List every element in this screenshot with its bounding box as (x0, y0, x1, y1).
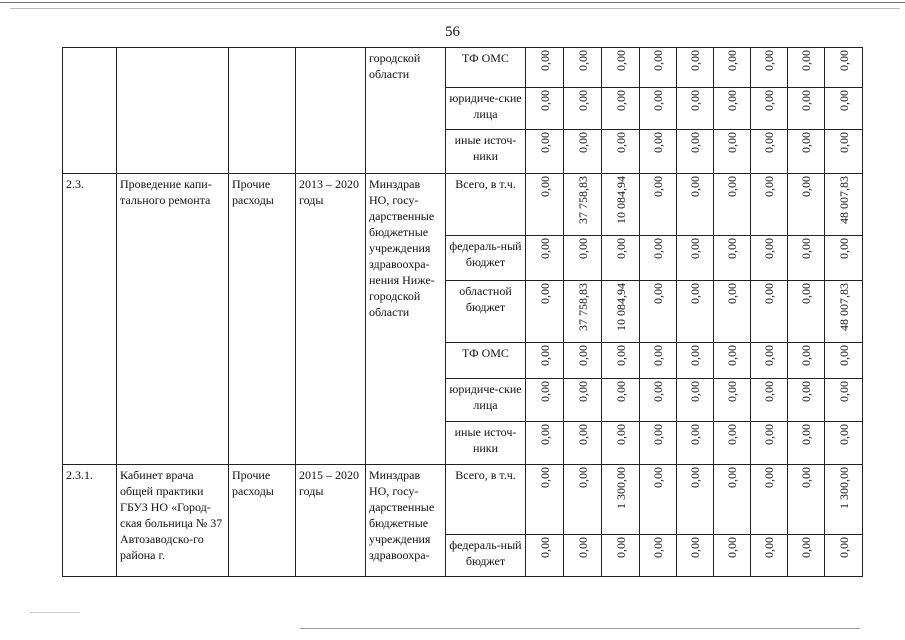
amount-value: 0,00 (762, 90, 776, 111)
amount-cell (677, 48, 714, 88)
amount-cell (526, 236, 564, 281)
amount-cell (677, 281, 714, 343)
amount-cell (825, 281, 863, 343)
amount-cell (564, 130, 602, 174)
amount-value: 0,00 (762, 345, 776, 366)
amount-cell (788, 422, 825, 465)
amount-cell (677, 379, 714, 422)
amount-value: 0,00 (799, 238, 813, 259)
amount-value: 0,00 (725, 238, 739, 259)
amount-cell (640, 174, 677, 236)
amount-value: 0,00 (762, 537, 776, 558)
amount-value: 0,00 (688, 176, 702, 197)
amount-cell (714, 281, 751, 343)
amount-value: 0,00 (836, 424, 851, 445)
amount-value: 0,00 (799, 381, 813, 402)
scan-edge-line (0, 2, 905, 3)
amount-value: 10 084,94 (613, 176, 628, 224)
amount-value: 1 300,00 (613, 467, 628, 509)
amount-cell (640, 535, 677, 577)
funding-source: Всего, в т.ч. (446, 465, 526, 535)
amount-value: 0,00 (613, 381, 628, 402)
amount-value: 0,00 (537, 381, 552, 402)
amount-cell (640, 130, 677, 174)
amount-cell (751, 379, 788, 422)
table-row (63, 48, 863, 88)
amount-cell (788, 535, 825, 577)
amount-value: 0,00 (799, 537, 813, 558)
amount-value: 0,00 (799, 132, 813, 153)
table-row (63, 174, 863, 236)
amount-value: 0,00 (613, 424, 628, 445)
scan-edge-line (30, 612, 80, 613)
period (296, 48, 366, 174)
amount-value: 0,00 (688, 238, 702, 259)
expense-type (229, 48, 296, 174)
amount-value: 1 300,00 (836, 467, 851, 509)
amount-value: 0,00 (688, 381, 702, 402)
amount-cell (714, 465, 751, 535)
amount-value: 0,00 (575, 50, 590, 71)
amount-value: 0,00 (836, 238, 851, 259)
amount-value: 0,00 (651, 283, 665, 304)
amount-value: 0,00 (762, 467, 776, 488)
amount-cell (751, 88, 788, 130)
amount-cell (714, 379, 751, 422)
amount-cell (825, 343, 863, 379)
expense-type: Прочие расходы (229, 465, 296, 577)
amount-value: 0,00 (651, 176, 665, 197)
amount-cell (788, 343, 825, 379)
amount-cell (714, 48, 751, 88)
amount-value: 0,00 (575, 381, 590, 402)
amount-value: 0,00 (688, 132, 702, 153)
amount-cell (602, 422, 640, 465)
amount-cell (788, 48, 825, 88)
amount-value: 0,00 (537, 132, 552, 153)
amount-cell (564, 535, 602, 577)
amount-value: 0,00 (688, 90, 702, 111)
amount-value: 0,00 (537, 424, 552, 445)
amount-value: 0,00 (836, 381, 851, 402)
expense-type: Прочие расходы (229, 174, 296, 465)
amount-cell (677, 422, 714, 465)
amount-cell (526, 281, 564, 343)
amount-value: 0,00 (799, 467, 813, 488)
amount-value: 0,00 (836, 50, 851, 71)
amount-cell (526, 465, 564, 535)
amount-value: 0,00 (613, 345, 628, 366)
amount-value: 0,00 (725, 467, 739, 488)
amount-value: 0,00 (651, 537, 665, 558)
amount-cell (751, 422, 788, 465)
funding-source: Всего, в т.ч. (446, 174, 526, 236)
funding-source: иные источ-ники (446, 422, 526, 465)
amount-value: 37 758,83 (575, 176, 590, 224)
amount-cell (677, 130, 714, 174)
amount-value: 0,00 (762, 283, 776, 304)
amount-value: 0,00 (651, 467, 665, 488)
amount-cell (602, 379, 640, 422)
amount-value: 0,00 (575, 467, 590, 488)
amount-cell (751, 48, 788, 88)
amount-cell (788, 236, 825, 281)
amount-value: 0,00 (725, 345, 739, 366)
amount-value: 0,00 (575, 537, 590, 558)
amount-value: 0,00 (575, 132, 590, 153)
amount-cell (751, 236, 788, 281)
amount-cell (788, 379, 825, 422)
amount-cell (677, 88, 714, 130)
amount-value: 0,00 (613, 132, 628, 153)
amount-cell (677, 535, 714, 577)
period: 2015 – 2020 годы (296, 465, 366, 577)
amount-cell (825, 379, 863, 422)
amount-value: 0,00 (725, 176, 739, 197)
amount-value: 0,00 (651, 381, 665, 402)
amount-value: 0,00 (762, 381, 776, 402)
amount-value: 0,00 (537, 467, 552, 488)
amount-value: 0,00 (537, 176, 552, 197)
executor: Минздрав НО, госу-дарственные бюджетные учреждения здравоохра- (366, 465, 446, 577)
table-row (63, 465, 863, 535)
funding-source: областной бюджет (446, 281, 526, 343)
amount-cell (564, 422, 602, 465)
amount-value: 0,00 (799, 90, 813, 111)
amount-value: 0,00 (651, 90, 665, 111)
amount-value: 0,00 (688, 283, 702, 304)
amount-value: 0,00 (725, 381, 739, 402)
amount-cell (640, 379, 677, 422)
amount-cell (825, 535, 863, 577)
amount-value: 0,00 (688, 424, 702, 445)
amount-value: 0,00 (688, 537, 702, 558)
amount-cell (602, 343, 640, 379)
amount-cell (788, 465, 825, 535)
amount-value: 0,00 (836, 537, 851, 558)
amount-value: 0,00 (537, 283, 552, 304)
amount-value: 0,00 (651, 424, 665, 445)
amount-value: 0,00 (651, 50, 665, 71)
amount-cell (564, 88, 602, 130)
amount-cell (751, 174, 788, 236)
amount-value: 0,00 (836, 90, 851, 111)
amount-value: 0,00 (688, 467, 702, 488)
amount-cell (751, 465, 788, 535)
funding-source: юридиче-ские лица (446, 88, 526, 130)
budget-table (62, 47, 863, 577)
amount-value: 0,00 (537, 238, 552, 259)
amount-cell (825, 48, 863, 88)
amount-value: 0,00 (613, 90, 628, 111)
amount-value: 0,00 (725, 537, 739, 558)
amount-cell (751, 281, 788, 343)
amount-value: 0,00 (575, 424, 590, 445)
item-number (63, 48, 117, 174)
item-name: Кабинет врача общей практики ГБУЗ НО «Город-ская больница № 37 Автозаводско-го района г. (117, 465, 229, 577)
amount-value: 0,00 (725, 50, 739, 71)
amount-value: 0,00 (613, 537, 628, 558)
amount-cell (640, 88, 677, 130)
amount-value: 37 758,83 (575, 283, 590, 331)
amount-value: 0,00 (799, 345, 813, 366)
amount-cell (677, 465, 714, 535)
funding-source: федераль-ный бюджет (446, 236, 526, 281)
amount-value: 0,00 (725, 283, 739, 304)
amount-cell (640, 343, 677, 379)
amount-cell (526, 343, 564, 379)
amount-value: 0,00 (575, 90, 590, 111)
amount-cell (677, 236, 714, 281)
amount-cell (602, 130, 640, 174)
amount-cell (640, 465, 677, 535)
funding-source: федераль-ный бюджет (446, 535, 526, 577)
item-name: Проведение капи-тального ремонта (117, 174, 229, 465)
amount-cell (788, 88, 825, 130)
amount-value: 0,00 (651, 345, 665, 366)
amount-cell (602, 236, 640, 281)
amount-value: 0,00 (537, 50, 552, 71)
amount-cell (788, 174, 825, 236)
amount-cell (564, 174, 602, 236)
funding-source: иные источ-ники (446, 130, 526, 174)
scan-edge-line (300, 628, 860, 629)
amount-cell (825, 422, 863, 465)
item-number: 2.3.1. (63, 465, 117, 577)
amount-value: 0,00 (762, 50, 776, 71)
amount-cell (825, 130, 863, 174)
amount-cell (526, 174, 564, 236)
amount-cell (526, 48, 564, 88)
amount-cell (526, 379, 564, 422)
amount-cell (526, 130, 564, 174)
amount-value: 0,00 (762, 238, 776, 259)
amount-value: 0,00 (575, 345, 590, 366)
amount-cell (714, 236, 751, 281)
amount-value: 0,00 (537, 537, 552, 558)
amount-value: 0,00 (537, 90, 552, 111)
amount-value: 0,00 (836, 345, 851, 366)
amount-cell (564, 465, 602, 535)
amount-cell (714, 130, 751, 174)
amount-cell (640, 236, 677, 281)
period: 2013 – 2020 годы (296, 174, 366, 465)
amount-value: 0,00 (688, 50, 702, 71)
funding-source: ТФ ОМС (446, 343, 526, 379)
amount-cell (564, 48, 602, 88)
executor: Минздрав НО, госу-дарственные бюджетные учреждения здравоохра-нения Ниже-городской области (366, 174, 446, 465)
amount-value: 0,00 (799, 176, 813, 197)
amount-value: 48 007,83 (836, 176, 851, 224)
item-number: 2.3. (63, 174, 117, 465)
amount-cell (564, 281, 602, 343)
amount-cell (825, 236, 863, 281)
amount-value: 0,00 (613, 238, 628, 259)
amount-cell (677, 343, 714, 379)
amount-cell (602, 535, 640, 577)
amount-cell (564, 236, 602, 281)
amount-cell (714, 422, 751, 465)
amount-cell (677, 174, 714, 236)
amount-cell (564, 379, 602, 422)
amount-cell (788, 281, 825, 343)
scan-edge-line (10, 8, 900, 9)
amount-value: 0,00 (688, 345, 702, 366)
item-name (117, 48, 229, 174)
amount-value: 48 007,83 (836, 283, 851, 331)
amount-value: 0,00 (836, 132, 851, 153)
amount-value: 0,00 (537, 345, 552, 366)
amount-value: 0,00 (725, 132, 739, 153)
amount-cell (602, 465, 640, 535)
amount-cell (751, 535, 788, 577)
amount-cell (602, 88, 640, 130)
amount-value: 0,00 (762, 176, 776, 197)
amount-value: 10 084,94 (613, 283, 628, 331)
amount-cell (526, 535, 564, 577)
executor: городской области (366, 48, 446, 174)
amount-cell (751, 343, 788, 379)
amount-cell (714, 88, 751, 130)
amount-value: 0,00 (762, 424, 776, 445)
amount-cell (526, 422, 564, 465)
amount-cell (714, 535, 751, 577)
funding-source: ТФ ОМС (446, 48, 526, 88)
amount-value: 0,00 (799, 283, 813, 304)
amount-value: 0,00 (799, 50, 813, 71)
amount-cell (751, 130, 788, 174)
amount-cell (825, 174, 863, 236)
amount-cell (714, 174, 751, 236)
amount-value: 0,00 (575, 238, 590, 259)
amount-value: 0,00 (762, 132, 776, 153)
amount-cell (825, 465, 863, 535)
amount-cell (526, 88, 564, 130)
amount-cell (640, 48, 677, 88)
amount-cell (825, 88, 863, 130)
amount-cell (602, 174, 640, 236)
funding-source: юридиче-ские лица (446, 379, 526, 422)
amount-cell (564, 343, 602, 379)
amount-cell (640, 281, 677, 343)
amount-value: 0,00 (799, 424, 813, 445)
page-number: 56 (445, 24, 460, 40)
amount-value: 0,00 (651, 132, 665, 153)
amount-cell (788, 130, 825, 174)
amount-value: 0,00 (725, 90, 739, 111)
amount-cell (714, 343, 751, 379)
amount-cell (640, 422, 677, 465)
amount-value: 0,00 (613, 50, 628, 71)
amount-value: 0,00 (651, 238, 665, 259)
amount-cell (602, 48, 640, 88)
amount-cell (602, 281, 640, 343)
amount-value: 0,00 (725, 424, 739, 445)
